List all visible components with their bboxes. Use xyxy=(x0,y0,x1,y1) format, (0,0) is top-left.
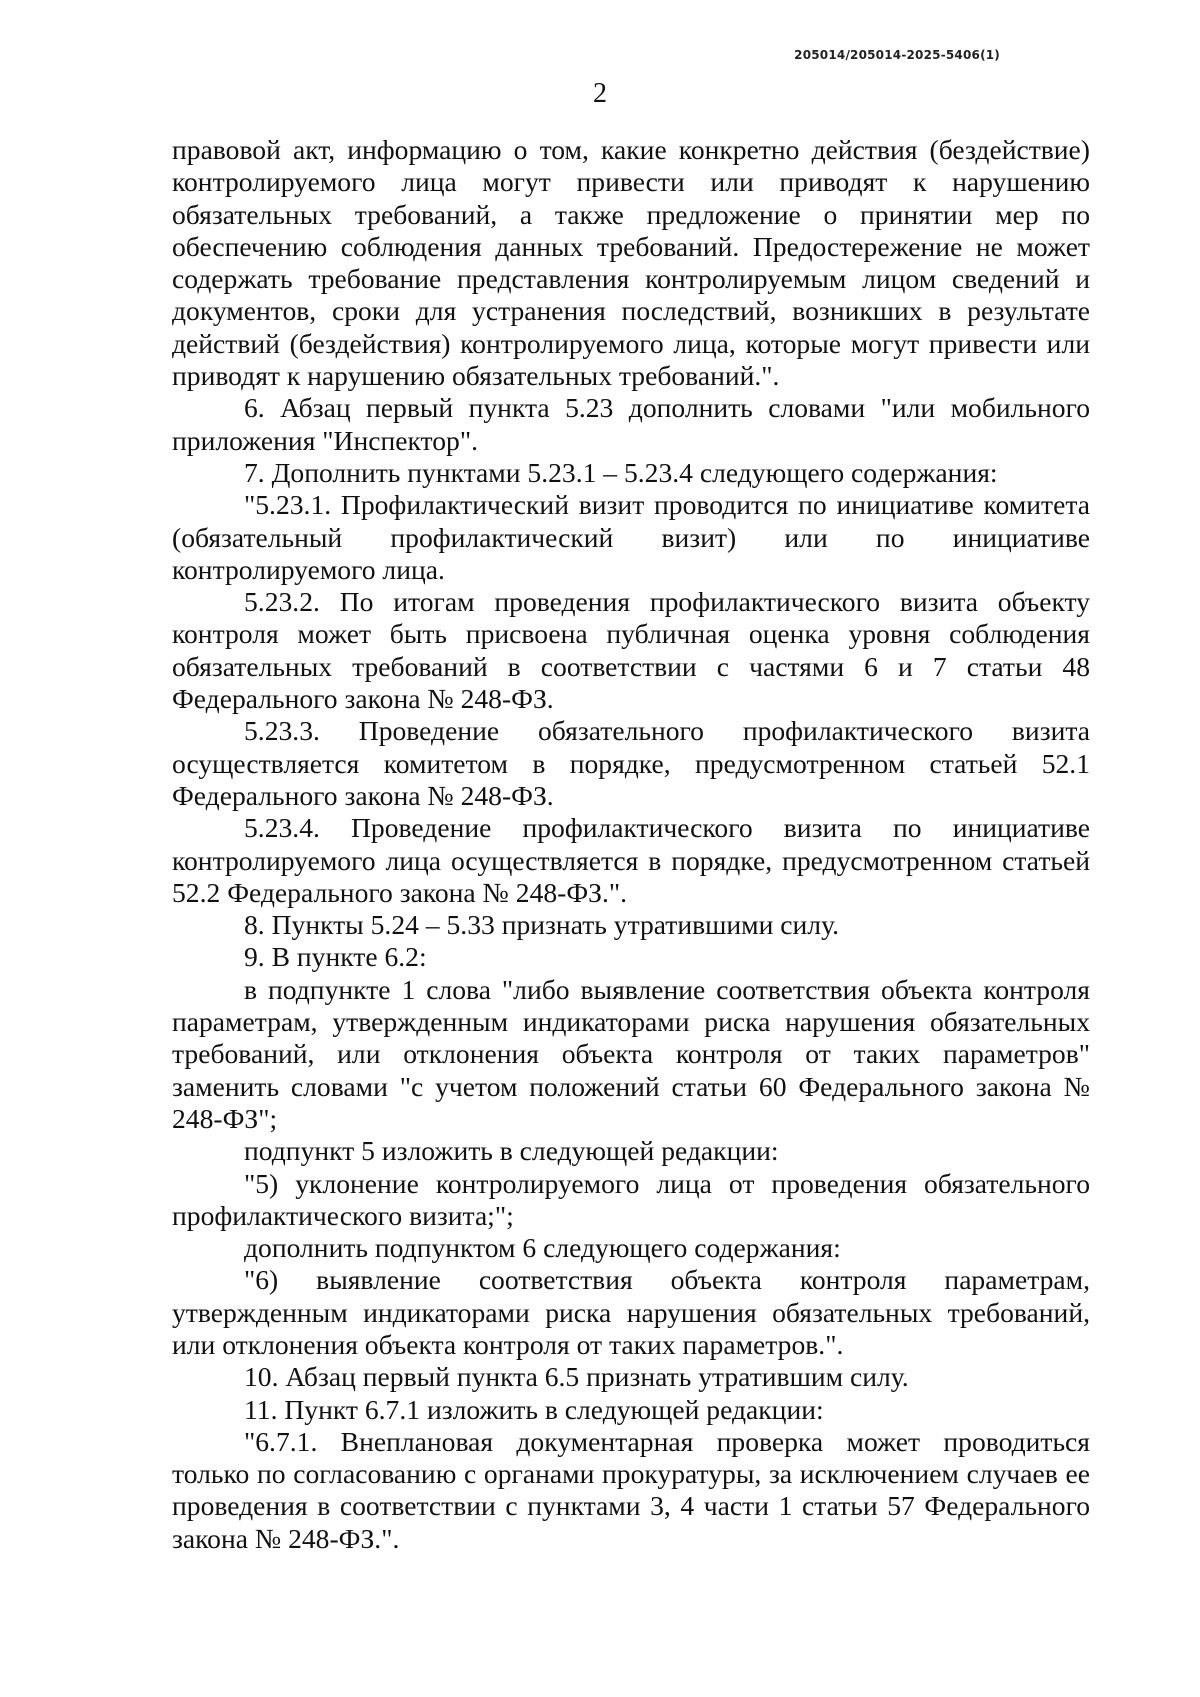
paragraph-subitem-6-text: "6) выявление соответствия объекта контроля параметрам, утвержденным индикаторами риска нарушения обязательных требований, или отклонения объекта контроля от таких параметров.". xyxy=(172,1264,1090,1360)
paragraph-item-7: 7. Дополнить пунктами 5.23.1 – 5.23.4 следующего содержания: xyxy=(244,456,998,488)
paragraph-5-23-4: 5.23.4. Проведение профилактического визита по инициативе контролируемого лица осуществляется в порядке, предусмотренном статьей 52.2 Федерального закона № 248-ФЗ.". xyxy=(172,812,1090,908)
document-id: 205014/205014-2025-5406(1) xyxy=(794,48,1000,62)
paragraph-5-23-3: 5.23.3. Проведение обязательного профилактического визита осуществляется комитетом в порядке, предусмотренном статьей 52.1 Федерального закона № 248-ФЗ. xyxy=(172,715,1090,811)
document-body xyxy=(172,134,1090,1555)
paragraph-item-10: 10. Абзац первый пункта 6.5 признать утратившим силу. xyxy=(244,1361,909,1393)
paragraph-subitem-5-intro: подпункт 5 изложить в следующей редакции: xyxy=(244,1135,779,1167)
paragraph-subitem-6-intro: дополнить подпунктом 6 следующего содержания: xyxy=(244,1232,841,1264)
paragraph-item-6: 6. Абзац первый пункта 5.23 дополнить словами "или мобильного приложения "Инспектор". xyxy=(172,392,1090,456)
paragraph-6-7-1: "6.7.1. Внеплановая документарная проверка может проводиться только по согласованию с органами прокуратуры, за исключением случаев ее проведения в соответствии с пунктами 3, 4 части 1 статьи 57 Федерального закона № 248-ФЗ.". xyxy=(172,1425,1090,1554)
paragraph-5-23-2: 5.23.2. По итогам проведения профилактического визита объекту контроля может быть присвоена публичная оценка уровня соблюдения обязательных требований в соответствии с частями 6 и 7 статьи 48 Федерального закона № 248-ФЗ. xyxy=(172,586,1090,715)
paragraph-subitem-5-text: "5) уклонение контролируемого лица от проведения обязательного профилактического визита;"; xyxy=(172,1167,1090,1231)
paragraph-item-11: 11. Пункт 6.7.1 изложить в следующей редакции: xyxy=(244,1393,824,1425)
paragraph-subitem-1: в подпункте 1 слова "либо выявление соответствия объекта контроля параметрам, утвержденным индикаторами риска нарушения обязательных требований, или отклонения объекта контроля от таких параметров" заменить словами "с учетом положений статьи 60 Федерального закона № 248-ФЗ"; xyxy=(172,973,1090,1134)
page-number: 2 xyxy=(593,78,607,109)
paragraph-continuation: правовой акт, информацию о том, какие конкретно действия (бездействие) контролируемого лица могут привести или приводят к нарушению обязательных требований, а также предложение о принятии мер по обеспечению соблюдения данных требований. Предостережение не может содержать требование представления контролируемым лицом сведений и документов, сроки для устранения последствий, возникших в результате действий (бездействия) контролируемого лица, которые могут привести или приводят к нарушению обязательных требований.". xyxy=(172,134,1090,392)
paragraph-5-23-1: "5.23.1. Профилактический визит проводится по инициативе комитета (обязательный профилактический визит) или по инициативе контролируемого лица. xyxy=(172,489,1090,585)
paragraph-item-9: 9. В пункте 6.2: xyxy=(244,941,427,973)
paragraph-item-8: 8. Пункты 5.24 – 5.33 признать утратившими силу. xyxy=(244,909,840,941)
